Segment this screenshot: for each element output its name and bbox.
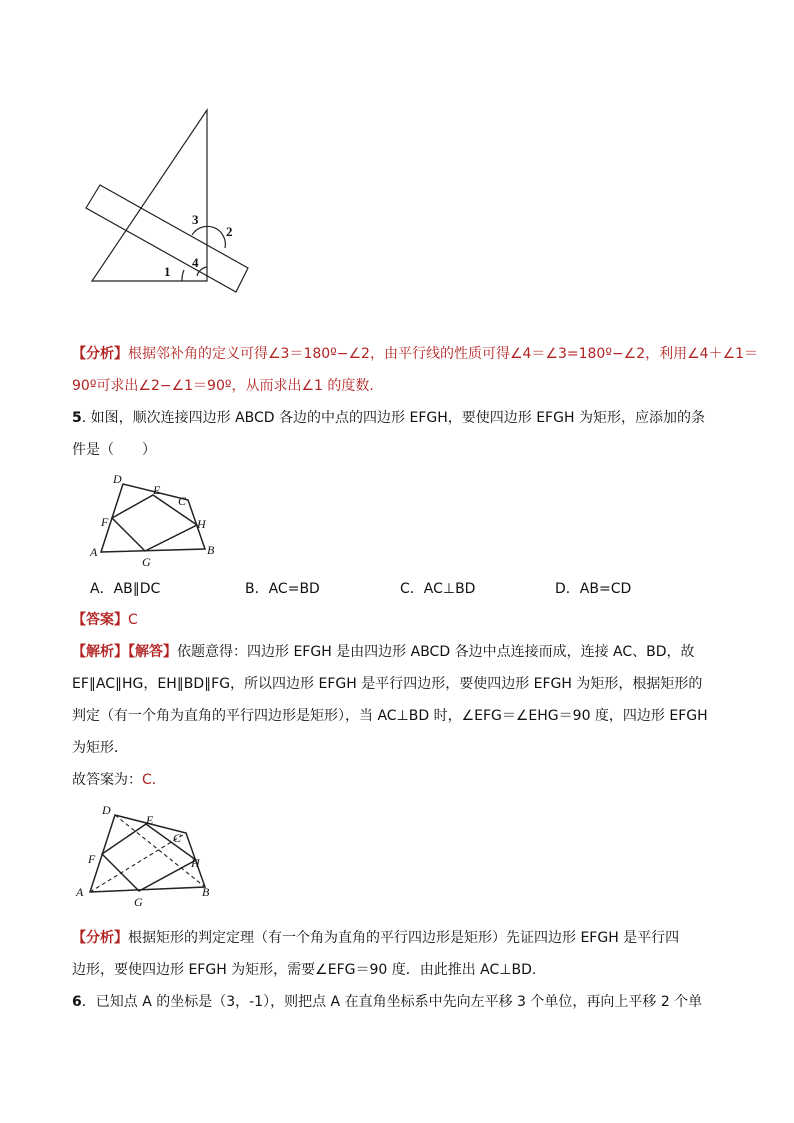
right-triangle — [92, 110, 207, 281]
question-6-line-1 — [72, 992, 702, 1012]
label-f: F — [101, 515, 109, 529]
label-c: C — [173, 831, 182, 845]
explanation-line-3: 判定（有一个角为直角的平行四边形是矩形），当 AC⊥BD 时，∠EFG＝∠EHG＝90 度，四边形 EFGH — [72, 708, 708, 724]
option-b: B．AC=BD — [245, 581, 320, 597]
figure-quadrilateral-diagonals — [70, 800, 230, 910]
label-3: 3 — [192, 212, 199, 227]
explanation-tag: 【解析】【解答】 — [72, 644, 177, 660]
option-c: C．AC⊥BD — [400, 581, 476, 597]
answer-tag: 【答案】 — [72, 612, 128, 628]
label-h: H — [197, 517, 206, 531]
label-h: H — [191, 856, 200, 870]
analysis-text: 根据矩形的判定定理（有一个角为直角的平行四边形是矩形）先证四边形 EFGH 是平行四 — [128, 930, 680, 946]
question-number: 5 — [72, 410, 82, 426]
final-answer-value: C． — [142, 772, 166, 788]
label-1: 1 — [164, 264, 171, 279]
question-text: ．已知点 A 的坐标是（3，-1），则把点 A 在直角坐标系中先向左平移 3 个单位，再向上平移 2 个单 — [81, 994, 703, 1010]
explanation-line-2: EF∥AC∥HG，EH∥BD∥FG，所以四边形 EFGH 是平行四边形，要使四边形 EFGH 为矩形，根据矩形的 — [72, 676, 703, 692]
label-d: D — [102, 803, 111, 817]
question-text: . 如图，顺次连接四边形 ABCD 各边的中点的四边形 EFGH，要使四边形 EFGH 为矩形，应添加的条 — [81, 410, 705, 426]
question-5-line-2: 件是（ ） — [72, 442, 156, 458]
analysis-1-line-2: 90º可求出∠2−∠1＝90º，从而求出∠1 的度数. — [72, 378, 374, 394]
angle-1-arc — [182, 270, 184, 281]
label-a: A — [90, 545, 98, 559]
label-a: A — [76, 885, 84, 899]
label-b: B — [207, 543, 215, 557]
quadrilateral-efgh — [102, 824, 196, 891]
explanation-line-1 — [72, 642, 695, 662]
option-a: A．AB∥DC — [90, 581, 161, 597]
answer-line — [72, 610, 138, 630]
figure-quadrilateral-midpoints — [85, 470, 225, 570]
explanation-text-1: 依题意得：四边形 EFGH 是由四边形 ABCD 各边中点连接而成，连接 AC、BD，故 — [177, 644, 695, 660]
label-d: D — [113, 472, 122, 486]
label-g: G — [142, 555, 151, 569]
option-d: D．AB=CD — [555, 581, 632, 597]
analysis-text: 根据邻补角的定义可得∠3＝180º−∠2，由平行线的性质可得∠4＝∠3=180º−∠2，利用∠4＋∠1＝ — [128, 346, 759, 362]
label-4: 4 — [192, 255, 199, 270]
label-2: 2 — [226, 224, 233, 239]
answer-value: C — [128, 612, 138, 628]
analysis-tag: 【分析】 — [72, 930, 128, 946]
explanation-line-4: 为矩形． — [72, 740, 128, 756]
label-c: C — [178, 494, 187, 508]
analysis-tag: 【分析】 — [72, 346, 128, 362]
final-answer-prefix: 故答案为： — [72, 772, 142, 788]
label-g: G — [134, 895, 143, 909]
angle-2-arc — [192, 226, 225, 248]
label-b: B — [202, 885, 210, 899]
label-f: F — [88, 852, 96, 866]
figure-triangle-ruler — [70, 100, 260, 300]
analysis-1-line-1 — [72, 344, 758, 364]
label-e: E — [146, 813, 154, 827]
analysis-2-line-2: 边形，要使四边形 EFGH 为矩形，需要∠EFG＝90 度．由此推出 AC⊥BD. — [72, 962, 537, 978]
label-e: E — [153, 483, 161, 497]
analysis-2-line-1 — [72, 928, 679, 948]
question-5-line-1 — [72, 408, 705, 428]
final-answer-line — [72, 770, 166, 790]
question-number: 6 — [72, 994, 82, 1010]
